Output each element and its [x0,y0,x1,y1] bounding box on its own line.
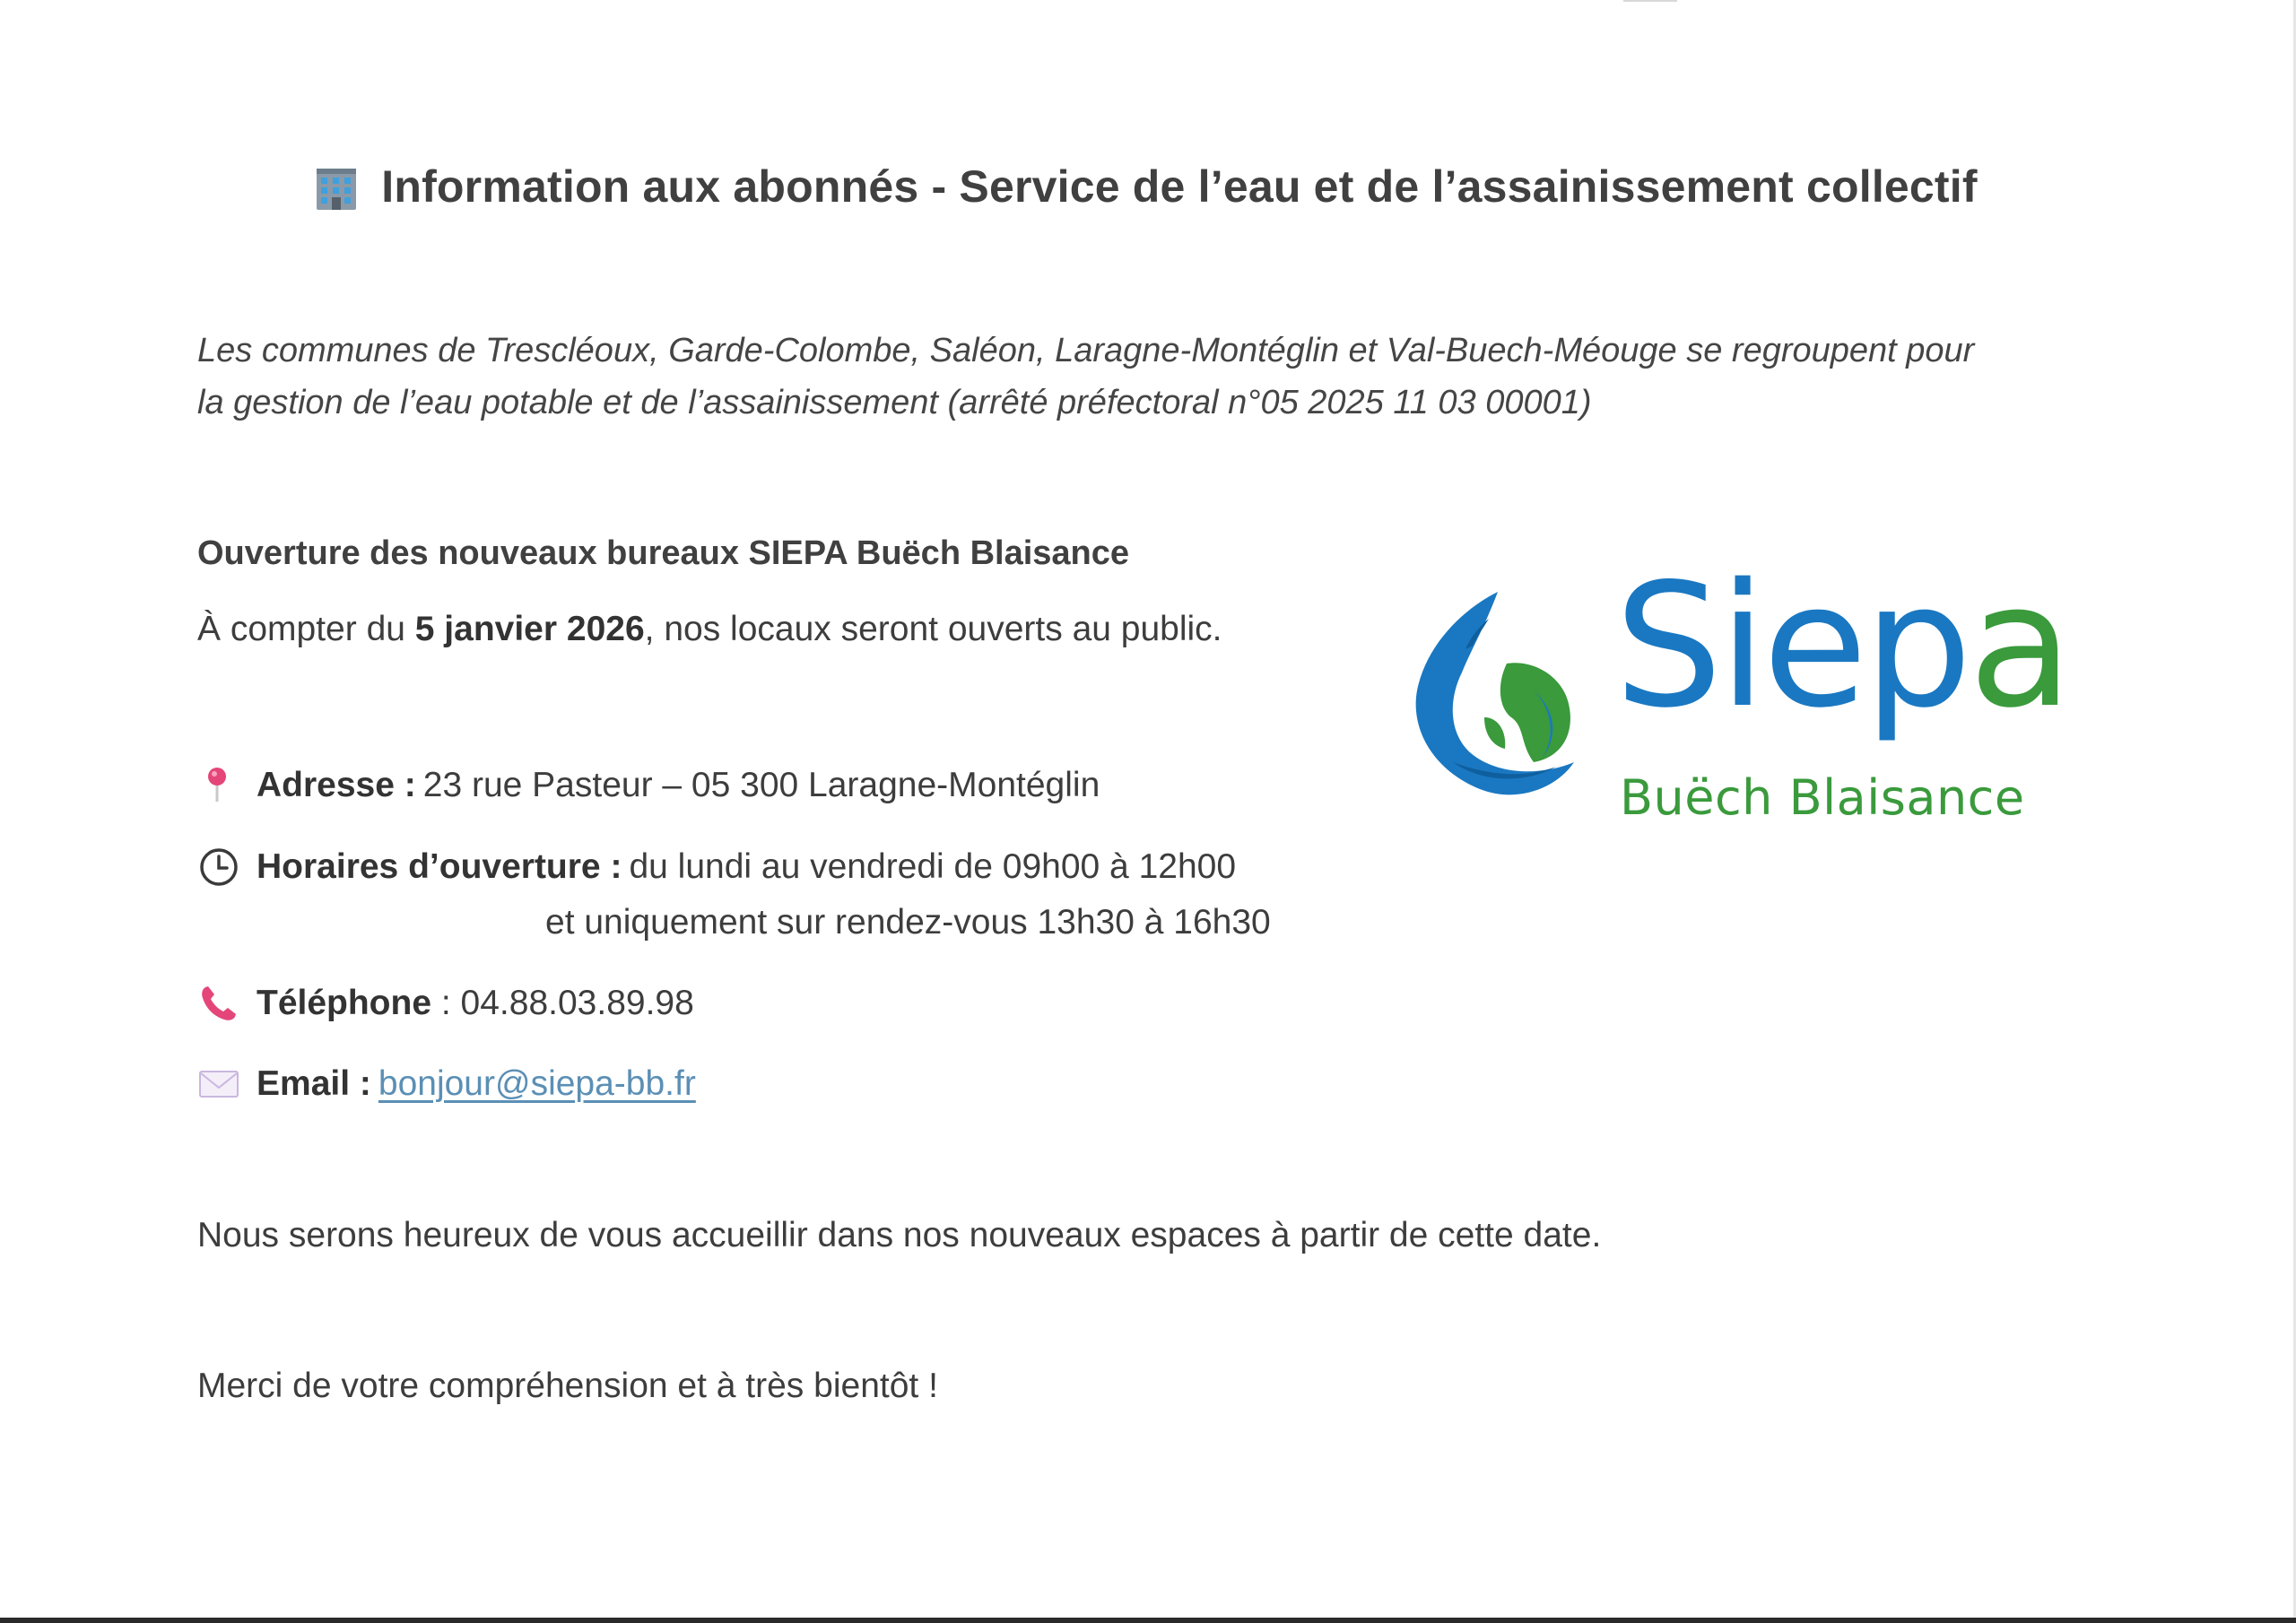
closing-line-1: Nous serons heureux de vous accueillir dans nos nouveaux espaces à partir de cette date. [197,1216,1602,1254]
scan-edge-top [1623,0,1677,2]
page-title: Information aux abonnés - Service de l’eau et de l’assainissement collectif [381,161,1978,212]
siepa-logo [1399,547,2070,826]
email-row [197,1064,696,1106]
title-row [0,160,2296,213]
scan-edge-bottom [0,1618,2296,1623]
round-pushpin-icon [197,764,240,807]
globe-brush-icon [1399,583,1587,807]
phone-label: Téléphone [257,984,432,1022]
logo-word-green: a [1968,547,2070,745]
logo-subtitle: Buëch Blaisance [1620,769,2025,826]
email-label: Email : [257,1064,371,1103]
address-value: 23 rue Pasteur – 05 300 Laragne-Montéglin [422,766,1100,804]
phone-value[interactable]: 04.88.03.89.98 [460,984,694,1022]
email-link[interactable]: bonjour@siepa-bb.fr [378,1064,696,1103]
envelope-icon [197,1063,240,1106]
logo-wordmark [1614,547,2070,745]
hours-label: Horaires d’ouverture : [257,847,622,886]
phone-row [197,984,694,1025]
address-label: Adresse : [257,766,416,804]
opening-heading: Ouverture des nouveaux bureaux SIEPA Buëch Blaisance [197,534,1130,572]
address-row [197,766,1100,807]
hours-line-1: du lundi au vendredi de 09h00 à 12h00 [629,847,1237,886]
phone-separator: : [431,984,461,1022]
hours-row [197,847,1236,889]
closing-line-2: Merci de votre compréhension et à très bientôt ! [197,1367,938,1405]
intro-line-2: la gestion de l’eau potable et de l’assainissement (arrêté préfectoral n°05 2025 11 03 00001) [197,384,1592,421]
opening-text-after: , nos locaux seront ouverts au public. [644,610,1222,648]
logo-word-blue: Siep [1614,547,1969,745]
office-building-icon [309,160,363,213]
intro-paragraph [197,325,2126,429]
clock-icon [197,846,240,889]
opening-text [197,610,1222,649]
telephone-receiver-icon [197,982,240,1025]
opening-date: 5 janvier 2026 [414,610,645,648]
intro-line-1: Les communes de Trescléoux, Garde-Colombe, Saléon, Laragne-Montéglin et Val-Buech-Méouge se regroupent pour [197,332,1975,369]
opening-text-before: À compter du [197,610,415,648]
hours-line-2: et uniquement sur rendez-vous 13h30 à 16h30 [545,903,1271,942]
title-group [309,160,1977,213]
